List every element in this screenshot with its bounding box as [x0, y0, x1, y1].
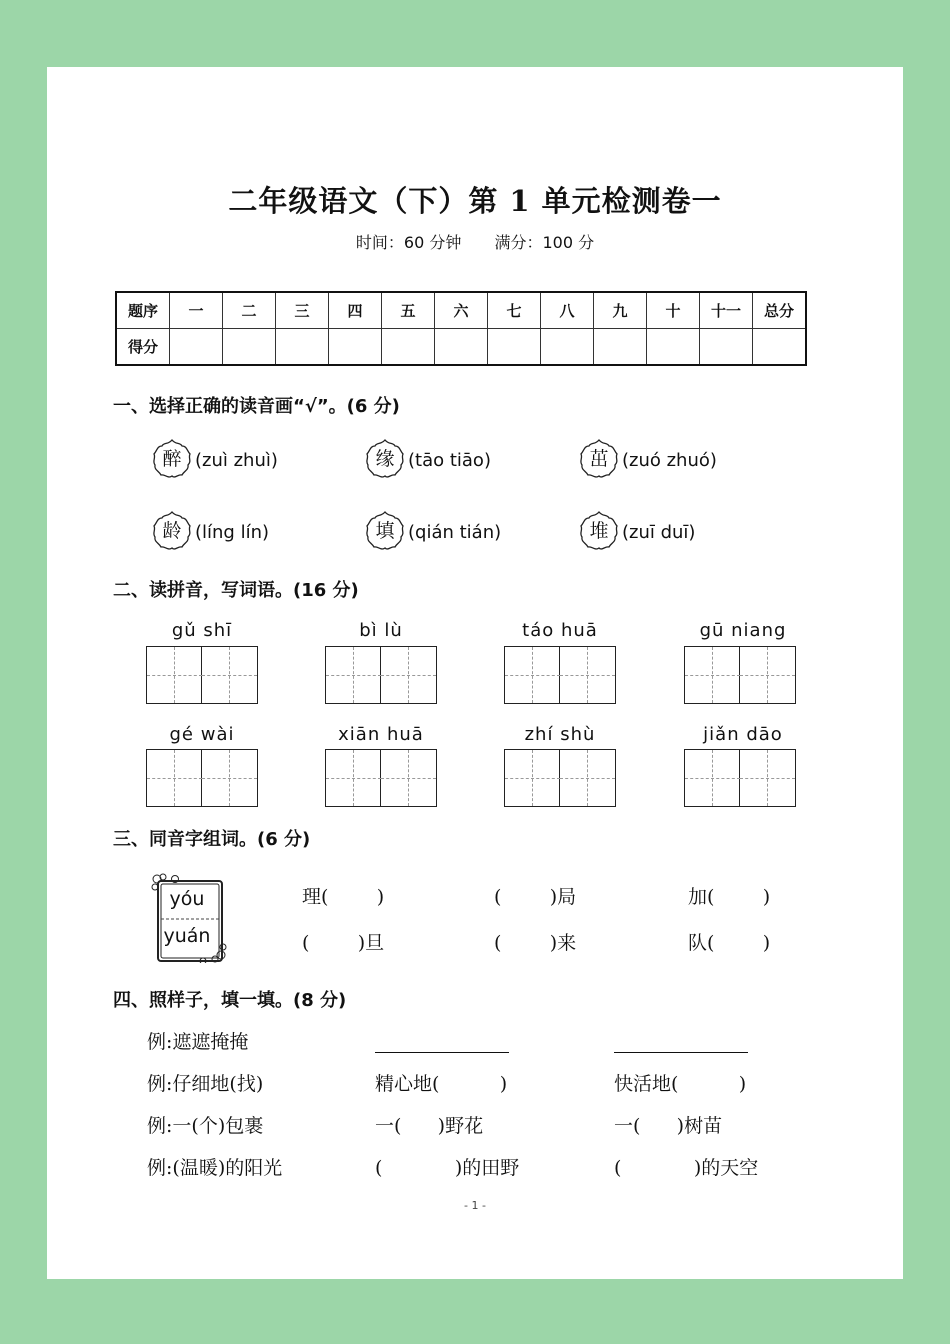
page-number: - 1 -: [464, 1199, 486, 1212]
writing-grid[interactable]: [504, 749, 616, 807]
flower-char-3: [577, 437, 621, 481]
col-11: 十一: [700, 292, 753, 329]
badge-pinyin-top: yóu: [169, 888, 205, 910]
writing-grid[interactable]: [504, 646, 616, 704]
col-10: 十: [647, 292, 700, 329]
word-blank[interactable]: 队( ): [688, 932, 771, 954]
writing-grid[interactable]: [146, 749, 258, 807]
answer-line[interactable]: [614, 1052, 748, 1053]
pinyin-options[interactable]: (zuì zhuì): [195, 450, 278, 471]
pinyin-prompt: xiān huā: [338, 724, 424, 745]
badge-pinyin-bottom: yuán: [163, 925, 211, 947]
fill-blank[interactable]: ( )的天空: [614, 1157, 759, 1179]
fill-blank[interactable]: 精心地( ): [375, 1073, 508, 1095]
score-cell[interactable]: [382, 329, 435, 366]
fill-blank[interactable]: 一( )树苗: [614, 1115, 723, 1137]
pinyin-prompt: gé wài: [169, 724, 235, 745]
worksheet-page: [47, 67, 903, 1279]
score-cell[interactable]: [753, 329, 807, 366]
pinyin-prompt: gū niang: [699, 620, 787, 641]
flower-char-5: [363, 509, 407, 553]
example-text: 例:一(个)包裹: [147, 1115, 264, 1137]
writing-grid[interactable]: [325, 749, 437, 807]
col-5: 五: [382, 292, 435, 329]
example-text: 例:仔细地(找): [147, 1073, 264, 1095]
score-cell[interactable]: [435, 329, 488, 366]
word-blank[interactable]: ( )局: [494, 886, 577, 908]
page-title: 二年级语文（下）第 1 单元检测卷一: [228, 184, 722, 218]
writing-grid[interactable]: [684, 749, 796, 807]
decorative-frame-icon: [151, 873, 227, 963]
word-blank[interactable]: ( )来: [494, 932, 577, 954]
pinyin-options[interactable]: (zuó zhuó): [622, 450, 717, 471]
score-table-score-row: [116, 329, 806, 366]
flower-char: 茁: [589, 448, 609, 470]
flower-char: 填: [375, 520, 395, 542]
score-cell[interactable]: [541, 329, 594, 366]
homophone-badge: [151, 873, 227, 963]
score-table-header-row: [116, 292, 806, 329]
flower-char-2: [363, 437, 407, 481]
pinyin-options[interactable]: (tāo tiāo): [408, 450, 491, 471]
col-1: 一: [170, 292, 223, 329]
section-2-heading: 二、读拼音，写词语。(16 分): [113, 580, 359, 601]
writing-grid[interactable]: [684, 646, 796, 704]
row-label: 得分: [116, 329, 170, 366]
word-blank[interactable]: 加( ): [688, 886, 771, 908]
pinyin-prompt: gǔ shī: [171, 620, 233, 641]
header-label: 题序: [116, 292, 170, 329]
score-cell[interactable]: [329, 329, 382, 366]
score-cell[interactable]: [647, 329, 700, 366]
col-total: 总分: [753, 292, 807, 329]
pinyin-options[interactable]: (zuī duī): [622, 522, 696, 543]
answer-line[interactable]: [375, 1052, 509, 1053]
pinyin-prompt: zhí shù: [524, 724, 596, 745]
pinyin-prompt: táo huā: [522, 620, 598, 641]
fill-blank[interactable]: 快活地( ): [614, 1073, 747, 1095]
fill-blank[interactable]: 一( )野花: [375, 1115, 484, 1137]
col-3: 三: [276, 292, 329, 329]
flower-char-4: [150, 509, 194, 553]
score-cell[interactable]: [488, 329, 541, 366]
col-9: 九: [594, 292, 647, 329]
word-blank[interactable]: ( )旦: [302, 932, 385, 954]
writing-grid[interactable]: [146, 646, 258, 704]
example-text: 例:(温暖)的阳光: [147, 1157, 283, 1179]
time-limit: 时间：60 分钟: [355, 233, 462, 252]
fill-blank[interactable]: ( )的田野: [375, 1157, 520, 1179]
flower-char: 醉: [162, 448, 182, 470]
flower-char-1: [150, 437, 194, 481]
score-cell[interactable]: [700, 329, 753, 366]
col-4: 四: [329, 292, 382, 329]
flower-char: 缘: [375, 448, 395, 470]
score-cell[interactable]: [223, 329, 276, 366]
full-score: 满分：100 分: [494, 233, 595, 252]
word-blank[interactable]: 理( ): [302, 886, 385, 908]
col-6: 六: [435, 292, 488, 329]
pinyin-prompt: jiǎn dāo: [703, 724, 783, 745]
col-7: 七: [488, 292, 541, 329]
section-1-heading: 一、选择正确的读音画“√”。(6 分): [113, 396, 400, 417]
col-8: 八: [541, 292, 594, 329]
score-table: [115, 291, 807, 366]
col-2: 二: [223, 292, 276, 329]
pinyin-options[interactable]: (qián tián): [408, 522, 502, 543]
score-cell[interactable]: [276, 329, 329, 366]
section-4-heading: 四、照样子，填一填。(8 分): [113, 990, 347, 1011]
writing-grid[interactable]: [325, 646, 437, 704]
pinyin-prompt: bì lù: [359, 620, 403, 641]
section-3-heading: 三、同音字组词。(6 分): [113, 829, 311, 850]
exam-info: [47, 230, 903, 253]
score-cell[interactable]: [594, 329, 647, 366]
flower-char-6: [577, 509, 621, 553]
flower-char: 龄: [162, 520, 182, 542]
example-text: 例:遮遮掩掩: [147, 1031, 249, 1053]
pinyin-options[interactable]: (líng lín): [195, 522, 270, 543]
score-cell[interactable]: [170, 329, 223, 366]
flower-char: 堆: [589, 520, 609, 542]
